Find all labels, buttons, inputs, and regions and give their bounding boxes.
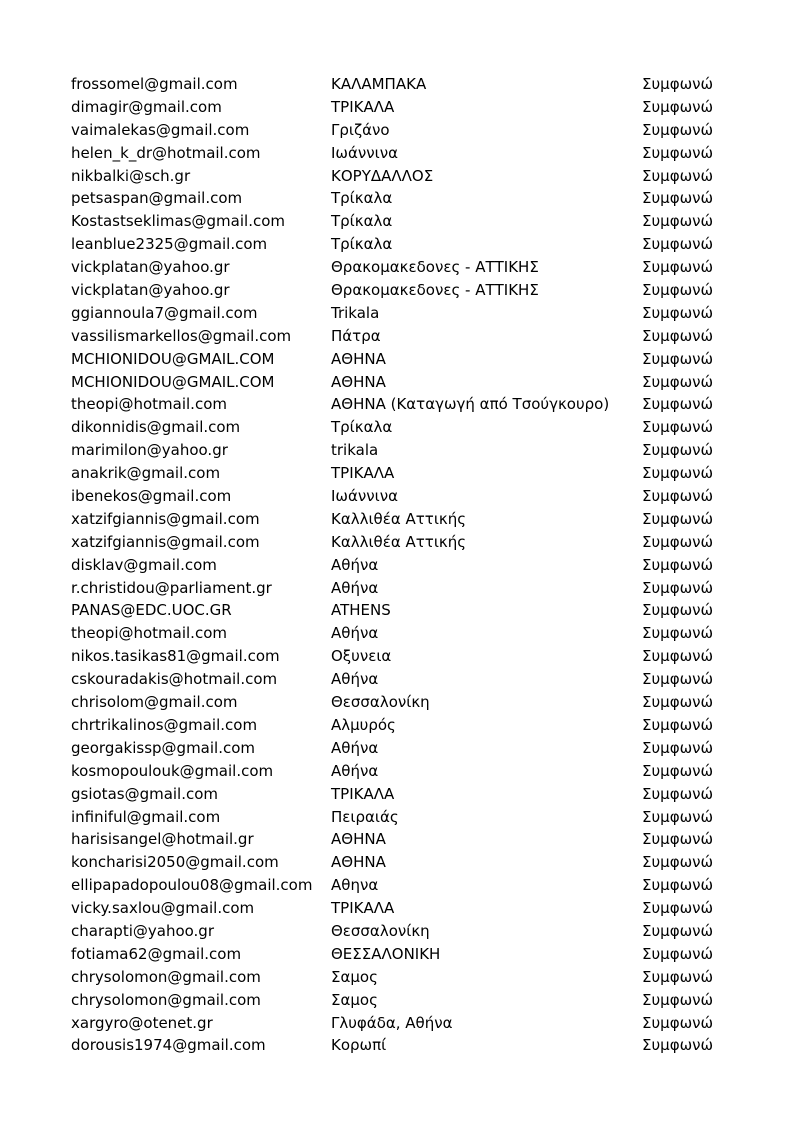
location-cell: ΚΑΛΑΜΠΑΚΑ <box>331 75 427 93</box>
email-cell: ggiannoula7@gmail.com <box>71 303 258 322</box>
status-cell: Συμφωνώ <box>642 166 714 185</box>
list-row <box>71 920 771 943</box>
list-row <box>71 691 771 714</box>
list-row <box>71 828 771 851</box>
status-cell: Συμφωνώ <box>642 1013 714 1032</box>
status-cell: Συμφωνώ <box>642 578 714 597</box>
email-cell: nikbalki@sch.gr <box>71 166 191 185</box>
email-cell: dimagir@gmail.com <box>71 97 222 116</box>
location-cell: Τρίκαλα <box>331 189 393 208</box>
status-cell: Συμφωνώ <box>642 212 714 231</box>
location-cell: ΤΡΙΚΑΛΑ <box>331 784 395 803</box>
status-cell: Συμφωνώ <box>642 555 714 574</box>
list-row <box>71 348 771 371</box>
location-cell: Αθήνα <box>331 555 379 574</box>
location-cell: ΑΘΗΝΑ <box>331 349 386 368</box>
email-cell: vicky.saxlou@gmail.com <box>71 899 255 918</box>
location-cell: ΑΘΗΝΑ <box>331 372 386 391</box>
location-cell: Πειραιάς <box>331 807 399 826</box>
list-row <box>71 416 771 439</box>
status-cell: Συμφωνώ <box>642 715 714 734</box>
location-cell: Θρακομακεδονες - ΑΤΤΙΚΗΣ <box>331 258 539 277</box>
list-row <box>71 622 771 645</box>
location-cell: Αλμυρός <box>331 715 396 734</box>
location-cell: ΤΡΙΚΑΛΑ <box>331 899 395 918</box>
location-cell: ΤΡΙΚΑΛΑ <box>331 464 395 483</box>
email-cell: chrysolomon@gmail.com <box>71 990 261 1009</box>
list-row <box>71 966 771 989</box>
email-cell: gsiotas@gmail.com <box>71 784 219 803</box>
status-cell: Συμφωνώ <box>642 487 714 506</box>
email-cell: helen_k_dr@hotmail.com <box>71 143 261 162</box>
location-cell: Αθηνα <box>331 876 379 895</box>
location-cell: ΑΘΗΝΑ <box>331 830 386 849</box>
list-row <box>71 439 771 462</box>
list-row <box>71 279 771 302</box>
location-cell: ΑΘΗΝΑ <box>331 853 386 872</box>
status-cell: Συμφωνώ <box>642 441 714 460</box>
location-cell: Πάτρα <box>331 326 381 345</box>
list-row <box>71 714 771 737</box>
list-row <box>71 1034 771 1057</box>
status-cell: Συμφωνώ <box>642 899 714 918</box>
email-cell: vaimalekas@gmail.com <box>71 120 250 139</box>
list-row <box>71 119 771 142</box>
list-row <box>71 371 771 394</box>
email-cell: infiniful@gmail.com <box>71 807 221 826</box>
status-cell: Συμφωνώ <box>642 670 714 689</box>
email-cell: marimilon@yahoo.gr <box>71 441 228 460</box>
location-cell: Ιωάννινα <box>331 487 398 506</box>
email-cell: xatzifgiannis@gmail.com <box>71 509 260 528</box>
email-cell: MCHIONIDOU@GMAIL.COM <box>71 372 275 391</box>
list-row <box>71 256 771 279</box>
email-cell: ellipapadopoulou08@gmail.com <box>71 876 313 895</box>
status-cell: Συμφωνώ <box>642 784 714 803</box>
email-cell: chrysolomon@gmail.com <box>71 967 261 986</box>
list-row <box>71 783 771 806</box>
email-cell: PANAS@EDC.UOC.GR <box>71 601 232 620</box>
list-row <box>71 531 771 554</box>
email-cell: disklav@gmail.com <box>71 555 217 574</box>
email-cell: ibenekos@gmail.com <box>71 487 232 506</box>
email-cell: xatzifgiannis@gmail.com <box>71 532 260 551</box>
location-cell: Αθήνα <box>331 624 379 643</box>
status-cell: Συμφωνώ <box>642 509 714 528</box>
list-row <box>71 851 771 874</box>
email-cell: petsaspan@gmail.com <box>71 189 243 208</box>
email-cell: vickplatan@yahoo.gr <box>71 281 230 300</box>
status-cell: Συμφωνώ <box>642 97 714 116</box>
status-cell: Συμφωνώ <box>642 807 714 826</box>
location-cell: Θρακομακεδονες - ΑΤΤΙΚΗΣ <box>331 281 539 300</box>
email-cell: chrtrikalinos@gmail.com <box>71 715 258 734</box>
list-row <box>71 142 771 165</box>
list-row <box>71 165 771 188</box>
email-cell: theopi@hotmail.com <box>71 395 227 414</box>
email-cell: koncharisi2050@gmail.com <box>71 853 279 872</box>
list-row <box>71 554 771 577</box>
email-cell: kosmopoulouk@gmail.com <box>71 761 274 780</box>
location-cell: Σαμος <box>331 967 378 986</box>
location-cell: Γριζάνο <box>331 120 390 139</box>
list-row <box>71 462 771 485</box>
status-cell: Συμφωνώ <box>642 281 714 300</box>
email-cell: theopi@hotmail.com <box>71 624 227 643</box>
list-row <box>71 943 771 966</box>
email-cell: anakrik@gmail.com <box>71 464 221 483</box>
list-row <box>71 302 771 325</box>
status-cell: Συμφωνώ <box>642 601 714 620</box>
location-cell: Θεσσαλονίκη <box>331 921 430 940</box>
status-cell: Συμφωνώ <box>642 258 714 277</box>
location-cell: Ιωάννινα <box>331 143 398 162</box>
email-cell: xargyro@otenet.gr <box>71 1013 213 1032</box>
status-cell: Συμφωνώ <box>642 75 714 93</box>
status-cell: Συμφωνώ <box>642 372 714 391</box>
list-row <box>71 897 771 920</box>
status-cell: Συμφωνώ <box>642 876 714 895</box>
location-cell: Τρίκαλα <box>331 418 393 437</box>
status-cell: Συμφωνώ <box>642 235 714 254</box>
location-cell: Οξυνεια <box>331 647 392 666</box>
status-cell: Συμφωνώ <box>642 120 714 139</box>
email-cell: vassilismarkellos@gmail.com <box>71 326 292 345</box>
status-cell: Συμφωνώ <box>642 944 714 963</box>
email-cell: nikos.tasikas81@gmail.com <box>71 647 280 666</box>
list-row <box>71 577 771 600</box>
status-cell: Συμφωνώ <box>642 395 714 414</box>
list-row <box>71 874 771 897</box>
location-cell: Καλλιθέα Αττικής <box>331 532 467 551</box>
signatures-list <box>71 73 771 1057</box>
location-cell: trikala <box>331 441 379 460</box>
list-row <box>71 989 771 1012</box>
email-cell: dikonnidis@gmail.com <box>71 418 241 437</box>
location-cell: Αθήνα <box>331 578 379 597</box>
email-cell: MCHIONIDOU@GMAIL.COM <box>71 349 275 368</box>
location-cell: Καλλιθέα Αττικής <box>331 509 467 528</box>
list-row <box>71 508 771 531</box>
list-row <box>71 187 771 210</box>
status-cell: Συμφωνώ <box>642 990 714 1009</box>
status-cell: Συμφωνώ <box>642 349 714 368</box>
location-cell: Αθήνα <box>331 738 379 757</box>
list-row <box>71 485 771 508</box>
email-cell: Kostastseklimas@gmail.com <box>71 212 285 231</box>
status-cell: Συμφωνώ <box>642 464 714 483</box>
location-cell: Trikala <box>331 303 380 322</box>
list-row <box>71 325 771 348</box>
location-cell: ΚΟΡΥΔΑΛΛΟΣ <box>331 166 434 185</box>
location-cell: Θεσσαλονίκη <box>331 693 430 712</box>
list-row <box>71 73 771 96</box>
list-row <box>71 210 771 233</box>
location-cell: ΤΡΙΚΑΛΑ <box>331 97 395 116</box>
list-row <box>71 668 771 691</box>
status-cell: Συμφωνώ <box>642 921 714 940</box>
status-cell: Συμφωνώ <box>642 853 714 872</box>
list-row <box>71 393 771 416</box>
email-cell: harisisangel@hotmail.gr <box>71 830 254 849</box>
status-cell: Συμφωνώ <box>642 189 714 208</box>
status-cell: Συμφωνώ <box>642 143 714 162</box>
email-cell: frossomel@gmail.com <box>71 75 238 93</box>
list-row <box>71 599 771 622</box>
location-cell: Τρίκαλα <box>331 235 393 254</box>
status-cell: Συμφωνώ <box>642 1036 714 1055</box>
list-row <box>71 1012 771 1035</box>
list-row <box>71 96 771 119</box>
status-cell: Συμφωνώ <box>642 532 714 551</box>
location-cell: Τρίκαλα <box>331 212 393 231</box>
email-cell: vickplatan@yahoo.gr <box>71 258 230 277</box>
location-cell: ATHENS <box>331 601 391 620</box>
email-cell: charapti@yahoo.gr <box>71 921 214 940</box>
list-row <box>71 645 771 668</box>
email-cell: dorousis1974@gmail.com <box>71 1036 266 1055</box>
location-cell: Σαμος <box>331 990 378 1009</box>
email-cell: georgakissp@gmail.com <box>71 738 256 757</box>
email-cell: fotiama62@gmail.com <box>71 944 242 963</box>
status-cell: Συμφωνώ <box>642 303 714 322</box>
list-row <box>71 233 771 256</box>
status-cell: Συμφωνώ <box>642 967 714 986</box>
email-cell: cskouradakis@hotmail.com <box>71 670 278 689</box>
location-cell: Κορωπί <box>331 1036 387 1055</box>
location-cell: ΑΘΗΝΑ (Καταγωγή από Τσούγκουρο) <box>331 395 610 414</box>
status-cell: Συμφωνώ <box>642 738 714 757</box>
location-cell: Αθήνα <box>331 670 379 689</box>
email-cell: chrisolom@gmail.com <box>71 693 238 712</box>
status-cell: Συμφωνώ <box>642 693 714 712</box>
list-row <box>71 806 771 829</box>
list-row <box>71 737 771 760</box>
status-cell: Συμφωνώ <box>642 647 714 666</box>
status-cell: Συμφωνώ <box>642 326 714 345</box>
list-row <box>71 760 771 783</box>
email-cell: leanblue2325@gmail.com <box>71 235 268 254</box>
status-cell: Συμφωνώ <box>642 830 714 849</box>
location-cell: ΘΕΣΣΑΛΟΝΙΚΗ <box>331 944 441 963</box>
location-cell: Γλυφάδα, Αθήνα <box>331 1013 453 1032</box>
status-cell: Συμφωνώ <box>642 624 714 643</box>
email-cell: r.christidou@parliament.gr <box>71 578 272 597</box>
status-cell: Συμφωνώ <box>642 761 714 780</box>
status-cell: Συμφωνώ <box>642 418 714 437</box>
location-cell: Αθήνα <box>331 761 379 780</box>
